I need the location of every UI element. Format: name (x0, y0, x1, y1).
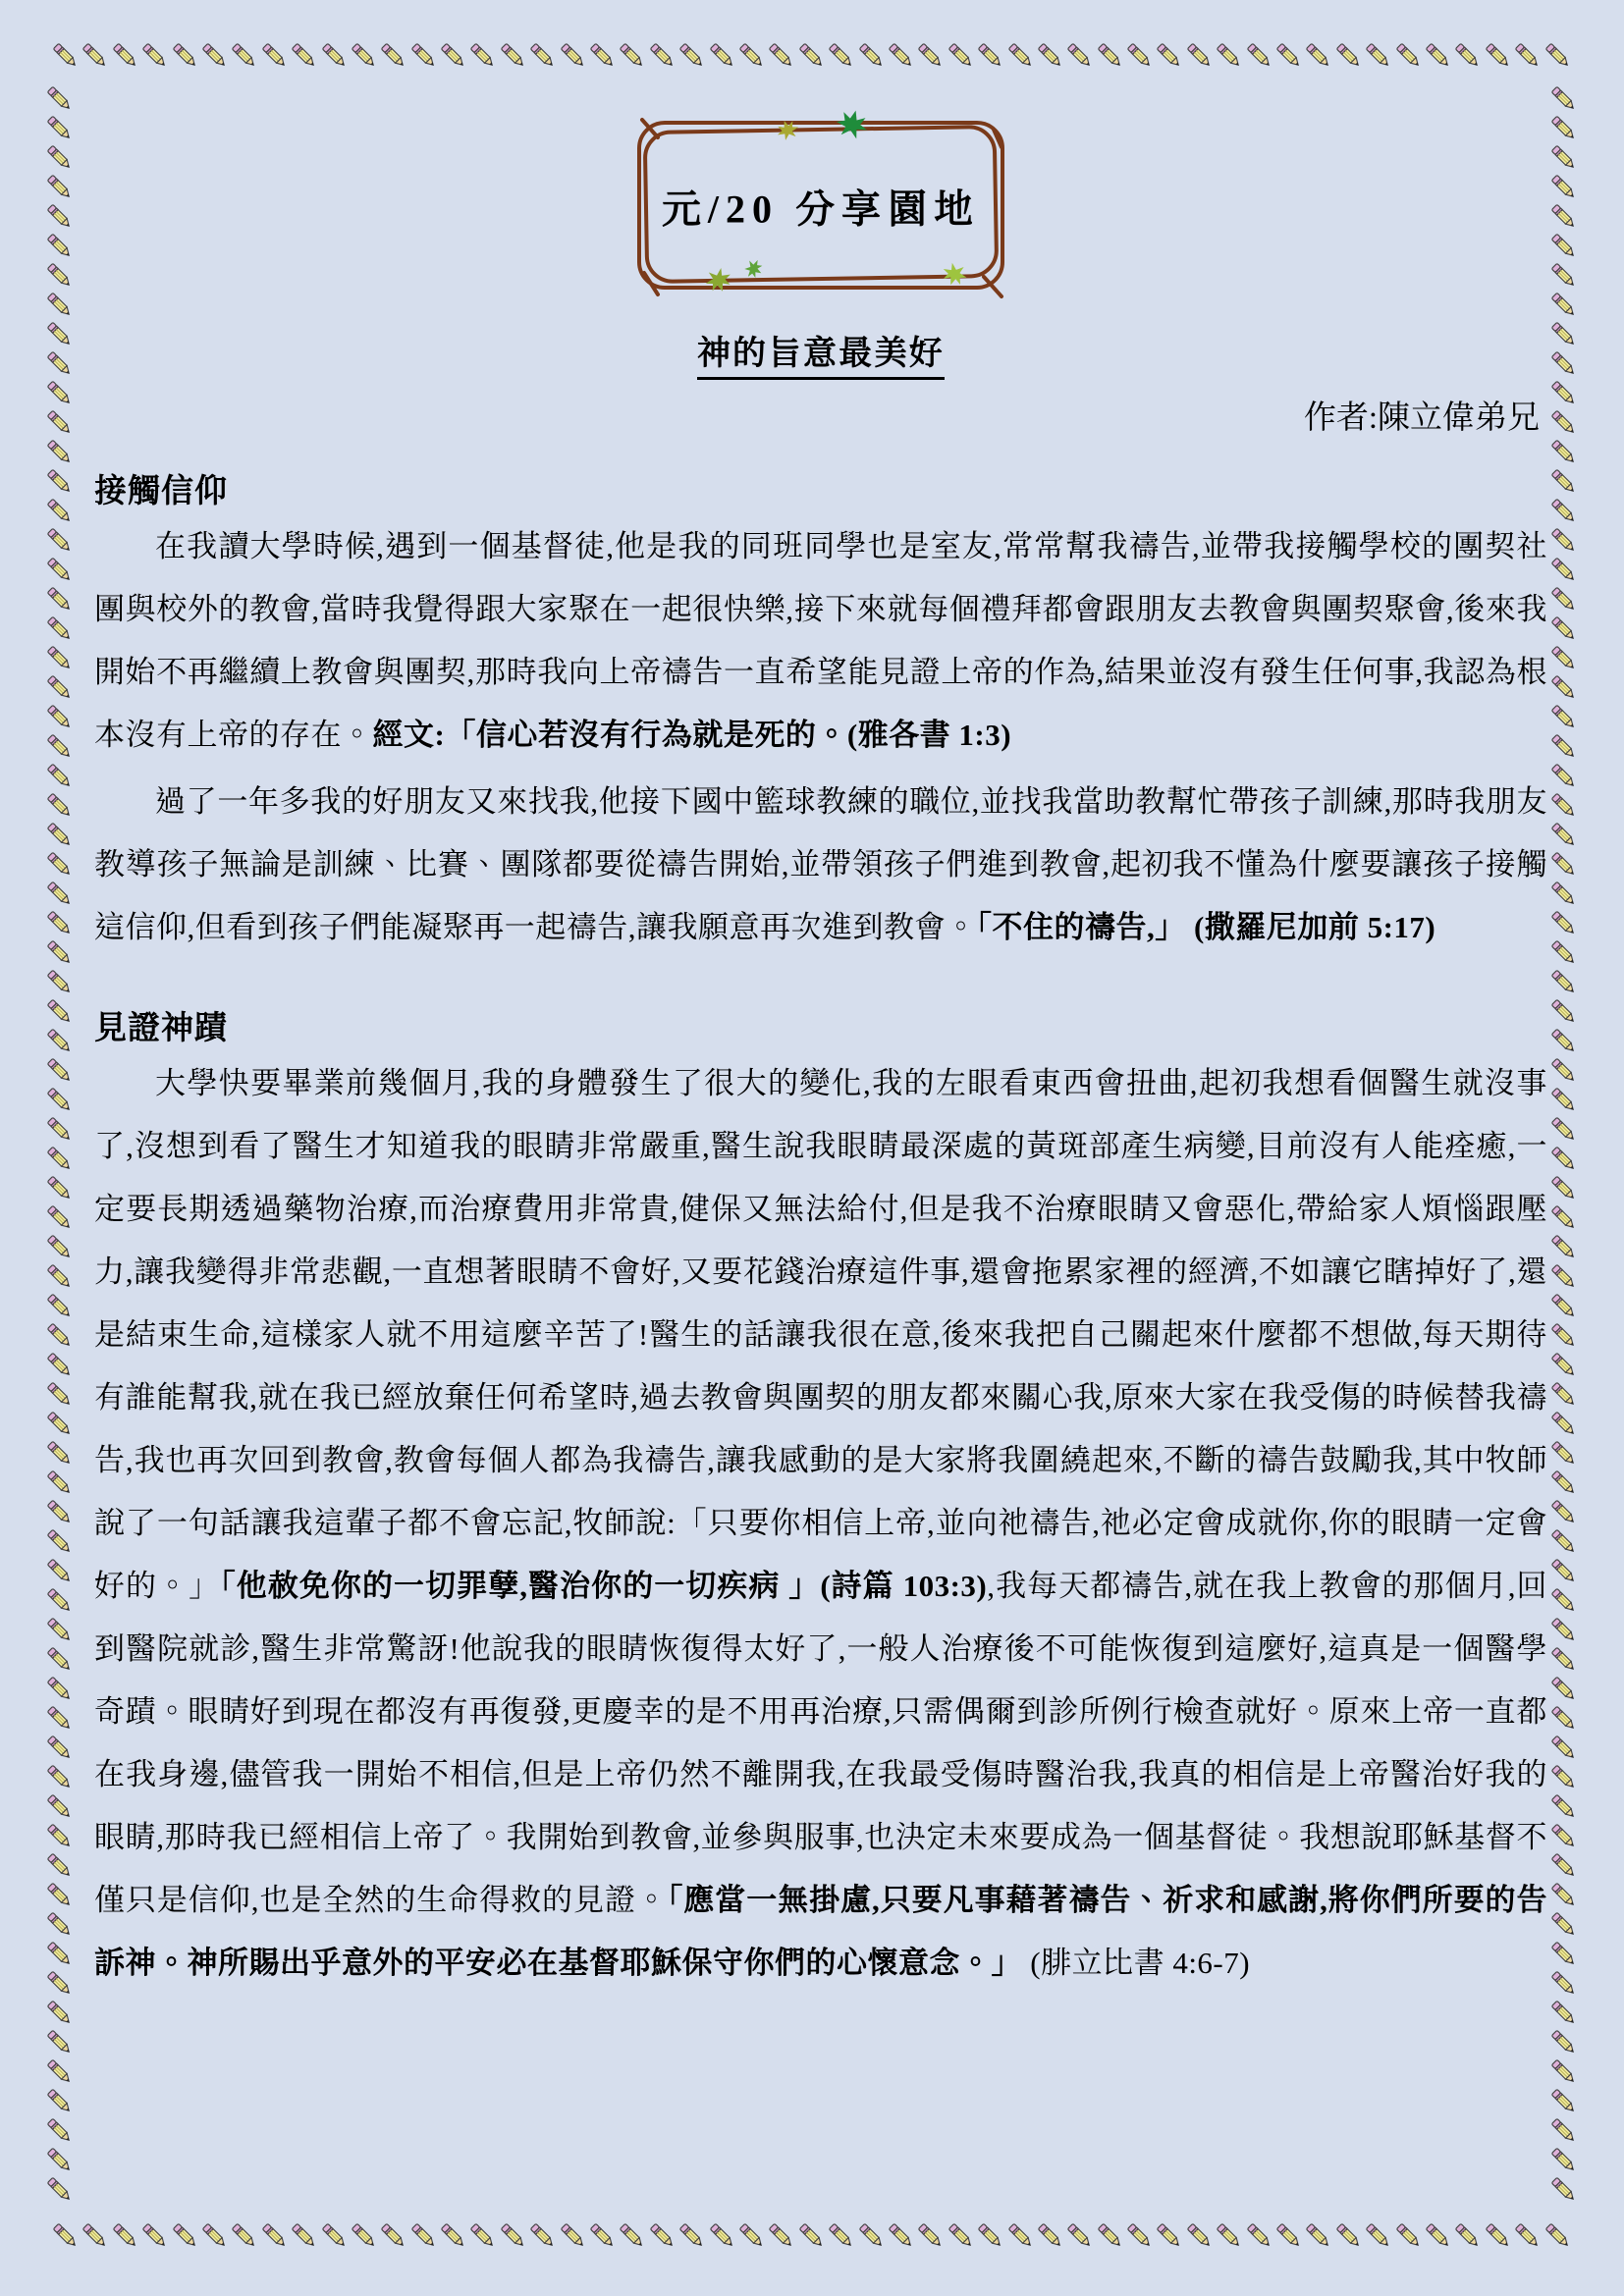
pencil-icon (1364, 2221, 1393, 2251)
pencil-icon (767, 41, 796, 71)
body-text: 過了一年多我的好朋友又來找我,他接下國中籃球教練的職位,並找我當助教幫忙帶孩子訓練,那時我朋友教導孩子無論是訓練、比賽、團隊都要從禱告開始,並帶領孩子們進到教會,起初我不懂為什麼要讓孩子接觸這信仰,但看到孩子們能凝聚再一起禱告,讓我願意再次進到教會。 (94, 784, 1547, 944)
article-body (94, 465, 1547, 1995)
pencil-icon (1215, 41, 1244, 71)
paragraph (94, 515, 1547, 767)
pencil-icon (45, 173, 75, 202)
pencil-icon (588, 2221, 618, 2251)
pencil-icon (1453, 41, 1483, 71)
pencil-icon (45, 1498, 75, 1527)
pencil-icon (290, 41, 319, 71)
pencil-icon (916, 41, 946, 71)
pencil-icon (1549, 84, 1579, 114)
pencil-icon (1006, 2221, 1036, 2251)
pencil-icon (45, 1675, 75, 1704)
pencil-icon (708, 2221, 737, 2251)
pencil-icon (45, 84, 75, 114)
pencil-icon (230, 41, 259, 71)
pencil-icon (468, 2221, 498, 2251)
pencil-icon (1424, 41, 1453, 71)
pencil-icon (1549, 143, 1579, 173)
pencil-icon (1549, 2116, 1579, 2146)
pencil-icon (1549, 467, 1579, 497)
pencil-icon (1245, 2221, 1274, 2251)
pencil-icon (1549, 232, 1579, 261)
pencil-icon (409, 41, 439, 71)
pencil-icon (45, 585, 75, 614)
pencil-icon (171, 41, 200, 71)
pencil-icon (1549, 2028, 1579, 2057)
pencil-icon (1549, 1704, 1579, 1734)
pencil-icon (1549, 1910, 1579, 1940)
body-text: (腓立比書 4:6-7) (1022, 1946, 1251, 1980)
pencil-icon (1274, 2221, 1304, 2251)
pencil-border-right (1549, 84, 1579, 2206)
pencil-icon (1549, 1645, 1579, 1675)
pencil-icon (618, 41, 647, 71)
pencil-icon (1304, 2221, 1333, 2251)
pencil-icon (528, 41, 558, 71)
pencil-icon (1549, 291, 1579, 320)
section-heading: 見證神蹟 (94, 1011, 228, 1046)
pencil-icon (1549, 1115, 1579, 1145)
pencil-icon (45, 997, 75, 1027)
pencil-icon (1549, 909, 1579, 938)
pencil-icon (1549, 1468, 1579, 1498)
pencil-icon (140, 41, 170, 71)
pencil-icon (45, 614, 75, 644)
pencil-icon (1549, 1410, 1579, 1439)
pencil-icon (45, 968, 75, 997)
pencil-icon (81, 2221, 110, 2251)
pencil-icon (45, 438, 75, 467)
pencil-icon (976, 2221, 1005, 2251)
section-heading: 接觸信仰 (94, 474, 228, 509)
pencil-icon (1549, 1792, 1579, 1822)
pencil-icon (1549, 1675, 1579, 1704)
pencil-icon (1549, 1174, 1579, 1203)
pencil-icon (1245, 41, 1274, 71)
pencil-icon (45, 1999, 75, 2028)
pencil-icon (797, 2221, 827, 2251)
pencil-icon (1549, 644, 1579, 673)
pencil-icon (45, 1851, 75, 1881)
pencil-icon (200, 2221, 230, 2251)
pencil-icon (45, 791, 75, 821)
pencil-icon (45, 1910, 75, 1940)
pencil-icon (1185, 2221, 1215, 2251)
pencil-icon (1549, 821, 1579, 850)
pencil-icon (1549, 1586, 1579, 1616)
pencil-icon (1549, 1262, 1579, 1292)
pencil-icon (45, 1203, 75, 1233)
pencil-icon (1549, 379, 1579, 408)
pencil-icon (1453, 2221, 1483, 2251)
pencil-icon (45, 2146, 75, 2175)
pencil-icon (1549, 732, 1579, 762)
pencil-icon (1549, 968, 1579, 997)
scripture-text: 「他赦免你的一切罪孽,醫治你的一切疾病 」(詩篇 103:3) (220, 1569, 988, 1603)
pencil-icon (45, 1616, 75, 1645)
pencil-icon (1549, 261, 1579, 291)
paragraph (94, 771, 1547, 959)
pencil-icon (1549, 997, 1579, 1027)
pencil-icon (857, 41, 887, 71)
pencil-icon (290, 2221, 319, 2251)
pencil-icon (1006, 41, 1036, 71)
pencil-icon (45, 497, 75, 526)
pencil-icon (1549, 1557, 1579, 1586)
pencil-icon (1549, 1999, 1579, 2028)
pencil-icon (1513, 2221, 1543, 2251)
pencil-icon (1549, 1822, 1579, 1851)
pencil-icon (45, 1380, 75, 1410)
pencil-icon (45, 467, 75, 497)
pencil-icon (45, 349, 75, 379)
pencil-icon (528, 2221, 558, 2251)
pencil-icon (1549, 2146, 1579, 2175)
pencil-icon (1334, 41, 1364, 71)
pencil-icon (45, 1792, 75, 1822)
pencil-icon (1549, 762, 1579, 791)
pencil-icon (797, 41, 827, 71)
pencil-icon (1513, 41, 1543, 71)
document-page (94, 90, 1547, 1995)
pencil-icon (827, 41, 856, 71)
pencil-icon (1549, 1380, 1579, 1410)
pencil-icon (1549, 1321, 1579, 1351)
pencil-icon (45, 114, 75, 143)
pencil-icon (857, 2221, 887, 2251)
pencil-icon (45, 1321, 75, 1351)
pencil-icon (1549, 173, 1579, 202)
pencil-icon (51, 2221, 81, 2251)
pencil-icon (45, 1292, 75, 1321)
pencil-icon (45, 1645, 75, 1675)
pencil-icon (379, 2221, 408, 2251)
pencil-icon (1549, 1439, 1579, 1468)
pencil-icon (1549, 1027, 1579, 1056)
pencil-icon (1549, 114, 1579, 143)
pencil-icon (45, 2087, 75, 2116)
pencil-icon (1549, 880, 1579, 909)
pencil-icon (1549, 703, 1579, 732)
pencil-icon (1155, 41, 1184, 71)
pencil-icon (1484, 2221, 1513, 2251)
pencil-icon (1549, 1734, 1579, 1763)
pencil-icon (916, 2221, 946, 2251)
pencil-icon (45, 1262, 75, 1292)
pencil-icon (1394, 2221, 1424, 2251)
pencil-icon (1424, 2221, 1453, 2251)
pencil-icon (1036, 2221, 1065, 2251)
pencil-icon (976, 41, 1005, 71)
pencil-icon (1334, 2221, 1364, 2251)
pencil-icon (1549, 1203, 1579, 1233)
scripture-text: 「應當一無掛慮,只要凡事藉著禱告、祈求和感謝,將你們所要的告訴神。神所賜出乎意外的平安必在基督耶穌保守你們的心懷意念。」 (94, 1883, 1547, 1980)
pencil-icon (1549, 1233, 1579, 1262)
pencil-icon (1549, 614, 1579, 644)
pencil-icon (379, 41, 408, 71)
pencil-icon (1125, 2221, 1155, 2251)
body-text: 大學快要畢業前幾個月,我的身體發生了很大的變化,我的左眼看東西會扭曲,起初我想看個醫生就沒事了,沒想到看了醫生才知道我的眼睛非常嚴重,醫生說我眼睛最深處的黃斑部產生病變,目前沒有人能痊癒,一定要長期透過藥物治療,而治療費用非常貴,健保又無法給付,但是我不治療眼睛又會惡化,帶給家人煩惱跟壓力,讓我變得非常悲觀,一直想著眼睛不會好,又要花錢治療這件事,還會拖累家裡的經濟,不如讓它瞎掉好了,還是結束生命,這樣家人就不用這麼辛苦了!醫生的話讓我很在意,後來我把自己關起來什麼都不想做,每天期待有誰能幫我,就在我已經放棄任何希望時,過去教會與團契的朋友都來關心我,原來大家在我受傷的時候替我禱告,我也再次回到教會,教會每個人都為我禱告,讓我感動的是大家將我圍繞起來,不斷的禱告鼓勵我,其中牧師說了一句話讓我這輩子都不會忘記,牧師說:「只要你相信上帝,並向祂禱告,祂必定會成就你,你的眼睛一定會好的。」 (94, 1066, 1547, 1603)
pencil-icon (45, 1056, 75, 1086)
pencil-icon (1549, 1763, 1579, 1792)
author-line: 作者:陳立偉弟兄 (1303, 400, 1540, 436)
pencil-icon (45, 379, 75, 408)
pencil-icon (45, 2057, 75, 2087)
pencil-icon (1155, 2221, 1184, 2251)
body-text: 在我讀大學時候,遇到一個基督徒,他是我的同班同學也是室友,常常幫我禱告,並帶我接觸學校的團契社團與校外的教會,當時我覺得跟大家聚在一起很快樂,接下來就每個禮拜都會跟朋友去教會與團契聚會,後來我開始不再繼續上教會與團契,那時我向上帝禱告一直希望能見證上帝的作為,結果並沒有發生任何事,我認為根本沒有上帝的存在。 (94, 529, 1547, 752)
pencil-icon (1549, 1292, 1579, 1321)
header-box (628, 108, 1013, 306)
pencil-icon (45, 1145, 75, 1174)
pencil-icon (45, 673, 75, 703)
pencil-icon (45, 232, 75, 261)
pencil-icon (81, 41, 110, 71)
pencil-icon (1549, 1969, 1579, 1999)
pencil-icon (45, 1969, 75, 1999)
pencil-icon (45, 1439, 75, 1468)
pencil-icon (45, 1527, 75, 1557)
pencil-icon (1549, 408, 1579, 438)
pencil-icon (1274, 41, 1304, 71)
pencil-icon (468, 41, 498, 71)
pencil-icon (767, 2221, 796, 2251)
pencil-icon (45, 1734, 75, 1763)
pencil-icon (51, 41, 81, 71)
pencil-icon (947, 41, 976, 71)
pencil-icon (618, 2221, 647, 2251)
pencil-icon (111, 41, 140, 71)
pencil-icon (45, 1027, 75, 1056)
pencil-icon (677, 2221, 707, 2251)
pencil-icon (1065, 41, 1095, 71)
pencil-icon (45, 526, 75, 556)
pencil-icon (45, 261, 75, 291)
pencil-icon (45, 703, 75, 732)
pencil-icon (1549, 1881, 1579, 1910)
pencil-icon (1549, 938, 1579, 968)
pencil-icon (1549, 1527, 1579, 1557)
pencil-icon (45, 320, 75, 349)
pencil-icon (45, 2116, 75, 2146)
pencil-icon (45, 1763, 75, 1792)
pencil-icon (260, 2221, 290, 2251)
pencil-icon (1304, 41, 1333, 71)
pencil-icon (708, 41, 737, 71)
pencil-icon (409, 2221, 439, 2251)
pencil-icon (1549, 791, 1579, 821)
pencil-icon (45, 644, 75, 673)
pencil-icon (45, 1557, 75, 1586)
pencil-icon (1096, 2221, 1125, 2251)
pencil-icon (45, 143, 75, 173)
pencil-icon (1549, 1351, 1579, 1380)
pencil-icon (1543, 41, 1573, 71)
pencil-icon (887, 2221, 916, 2251)
pencil-border-bottom (51, 2221, 1573, 2251)
pencil-icon (350, 2221, 379, 2251)
pencil-icon (499, 2221, 528, 2251)
pencil-icon (1549, 585, 1579, 614)
pencil-icon (45, 1351, 75, 1380)
pencil-icon (1549, 850, 1579, 880)
pencil-icon (559, 2221, 588, 2251)
pencil-icon (45, 1174, 75, 1203)
pencil-icon (45, 732, 75, 762)
pencil-icon (140, 2221, 170, 2251)
pencil-icon (45, 1410, 75, 1439)
pencil-icon (439, 41, 468, 71)
pencil-icon (45, 938, 75, 968)
scripture-text: 「不住的禱告,」 (撒羅尼加前 5:17) (976, 910, 1436, 944)
pencil-icon (260, 41, 290, 71)
pencil-icon (1549, 2175, 1579, 2205)
pencil-icon (1364, 41, 1393, 71)
pencil-icon (1036, 41, 1065, 71)
pencil-icon (827, 2221, 856, 2251)
pencil-icon (45, 1881, 75, 1910)
pencil-icon (1484, 41, 1513, 71)
pencil-icon (45, 909, 75, 938)
body-text: ,我每天都禱告,就在我上教會的那個月,回到醫院就診,醫生非常驚訝!他說我的眼睛恢復得太好了,一般人治療後不可能恢復到這麼好,這真是一個醫學奇蹟。眼睛好到現在都沒有再復發,更慶幸的是不用再治療,只需偶爾到診所例行檢查就好。原來上帝一直都在我身邊,儘管我一開始不相信,但是上帝仍然不離開我,在我最受傷時醫治我,我真的相信是上帝醫治好我的眼睛,那時我已經相信上帝了。我開始到教會,並參與服事,也決定未來要成為一個基督徒。我想說耶穌基督不僅只是信仰,也是全然的生命得救的見證。 (94, 1569, 1548, 1917)
pencil-icon (45, 1233, 75, 1262)
pencil-icon (737, 2221, 767, 2251)
pencil-icon (45, 556, 75, 585)
pencil-icon (171, 2221, 200, 2251)
pencil-icon (45, 2175, 75, 2205)
pencil-icon (320, 41, 350, 71)
pencil-icon (1549, 497, 1579, 526)
page-title: 神的旨意最美好 (697, 326, 945, 380)
pencil-icon (1549, 202, 1579, 232)
pencil-icon (45, 1940, 75, 1969)
pencil-icon (45, 1704, 75, 1734)
paragraph (94, 1052, 1547, 1995)
pencil-icon (1549, 1145, 1579, 1174)
header-box-label: 元/20 分享園地 (661, 187, 981, 232)
pencil-icon (1549, 556, 1579, 585)
pencil-icon (45, 408, 75, 438)
pencil-icon (45, 1086, 75, 1115)
pencil-icon (648, 2221, 677, 2251)
pencil-icon (1549, 1056, 1579, 1086)
pencil-icon (1065, 2221, 1095, 2251)
pencil-icon (45, 1115, 75, 1145)
pencil-icon (45, 291, 75, 320)
pencil-icon (45, 202, 75, 232)
pencil-icon (499, 41, 528, 71)
pencil-icon (887, 41, 916, 71)
pencil-icon (350, 41, 379, 71)
pencil-icon (1096, 41, 1125, 71)
pencil-icon (1215, 2221, 1244, 2251)
pencil-icon (200, 41, 230, 71)
pencil-icon (45, 1468, 75, 1498)
pencil-icon (1185, 41, 1215, 71)
pencil-icon (1549, 320, 1579, 349)
pencil-icon (947, 2221, 976, 2251)
pencil-icon (588, 41, 618, 71)
pencil-border-left (45, 84, 75, 2206)
pencil-icon (45, 1586, 75, 1616)
pencil-icon (45, 850, 75, 880)
scripture-text: 經文:「信心若沒有行為就是死的。(雅各書 1:3) (372, 718, 1012, 752)
pencil-border-top (51, 41, 1573, 71)
pencil-icon (111, 2221, 140, 2251)
pencil-icon (559, 41, 588, 71)
pencil-icon (1549, 1940, 1579, 1969)
pencil-icon (1125, 41, 1155, 71)
pencil-icon (45, 762, 75, 791)
pencil-icon (45, 821, 75, 850)
pencil-icon (45, 1822, 75, 1851)
pencil-icon (1549, 2087, 1579, 2116)
pencil-icon (1394, 41, 1424, 71)
pencil-icon (1543, 2221, 1573, 2251)
pencil-icon (648, 41, 677, 71)
pencil-icon (1549, 1851, 1579, 1881)
pencil-icon (677, 41, 707, 71)
pencil-icon (45, 2028, 75, 2057)
pencil-icon (1549, 438, 1579, 467)
pencil-icon (1549, 526, 1579, 556)
pencil-icon (1549, 349, 1579, 379)
pencil-icon (45, 880, 75, 909)
pencil-icon (1549, 1498, 1579, 1527)
pencil-icon (1549, 1086, 1579, 1115)
pencil-icon (737, 41, 767, 71)
pencil-icon (1549, 1616, 1579, 1645)
pencil-icon (230, 2221, 259, 2251)
pencil-icon (320, 2221, 350, 2251)
pencil-icon (1549, 2057, 1579, 2087)
pencil-icon (1549, 673, 1579, 703)
pencil-icon (439, 2221, 468, 2251)
